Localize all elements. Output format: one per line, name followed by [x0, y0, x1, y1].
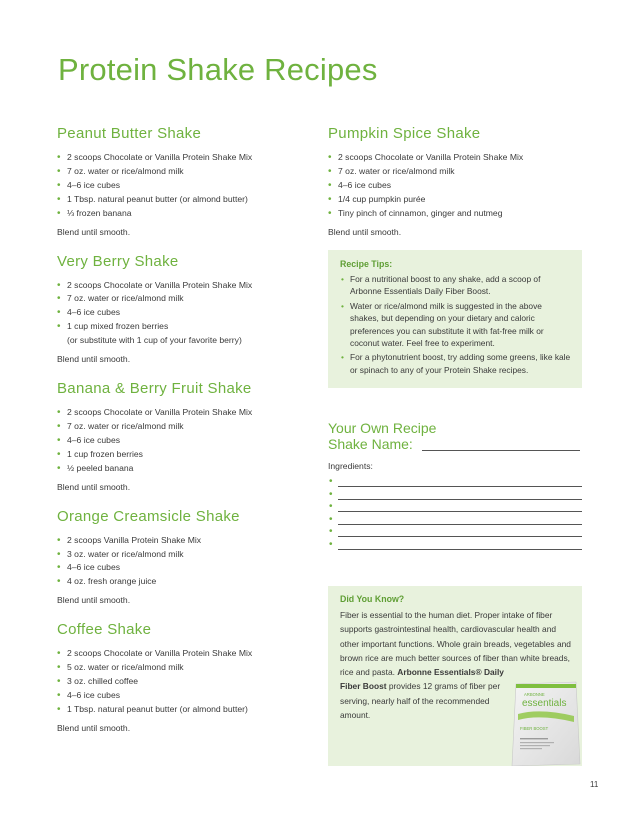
ingredient-note: (or substitute with 1 cup of your favorite berry) [67, 335, 242, 346]
did-you-know-title: Did You Know? [340, 594, 405, 604]
recipe-peanut-butter [57, 125, 312, 239]
list-item: • 2 scoops Chocolate or Vanilla Protein Shake Mix [57, 279, 312, 293]
list-item: • 4–6 ice cubes [328, 179, 583, 193]
bullet-icon: • [329, 476, 333, 487]
list-item: • 2 scoops Vanilla Protein Shake Mix [57, 534, 312, 548]
tips-list [328, 273, 582, 376]
text-fragment: rice and pasta. [340, 667, 398, 678]
text-fragment: provides 12 grams of fiber per serving, nearly half of the recommended amount. [340, 681, 501, 721]
ingredient-blank-line[interactable] [338, 499, 582, 500]
ingredient-blank-line[interactable] [338, 549, 582, 550]
list-item: • 2 scoops Chocolate or Vanilla Protein Shake Mix [328, 151, 583, 165]
fiber-boost-package-image [510, 680, 582, 766]
ingredient-list [57, 534, 312, 590]
list-item: • 1 Tbsp. natural peanut butter (or almond butter) [57, 193, 312, 207]
list-item: • 3 oz. water or rice/almond milk [57, 548, 312, 562]
page-title: Protein Shake Recipes [58, 52, 378, 87]
ingredients-label: Ingredients: [328, 461, 373, 471]
recipe-title: Pumpkin Spice Shake [328, 125, 481, 142]
product-name: Arbonne Essentials® Daily Fiber Boost [340, 667, 504, 692]
recipe-coffee [57, 621, 312, 735]
list-item: • 4–6 ice cubes [57, 434, 312, 448]
list-item: • 4–6 ice cubes [57, 179, 312, 193]
list-item: • 4 oz. fresh orange juice [57, 575, 312, 589]
left-column [57, 125, 312, 749]
package-brand-main: essentials [522, 698, 567, 709]
recipe-instructions: Blend until smooth. [57, 722, 131, 733]
ingredient-list [57, 647, 312, 717]
tips-title: Recipe Tips: [340, 259, 393, 269]
list-item: • 2 scoops Chocolate or Vanilla Protein Shake Mix [57, 406, 312, 420]
list-item: • 2 scoops Chocolate or Vanilla Protein Shake Mix [57, 647, 312, 661]
ingredient-text: 1 cup mixed frozen berries [67, 321, 169, 332]
ingredient-blank-line[interactable] [338, 524, 582, 525]
ingredient-blank-line[interactable] [338, 486, 582, 487]
did-you-know-paragraph: Fiber is essential to the human diet. Proper intake of fiber supports gastrointestinal health, cardiovascular health and other important functions. Whole grain breads, vegetables and brown rice are much better sources of fiber than white breads, [340, 610, 571, 663]
list-item: • 2 scoops Chocolate or Vanilla Protein Shake Mix [57, 151, 312, 165]
list-item: • 1 Tbsp. natural peanut butter (or almond butter) [57, 703, 312, 717]
recipe-title: Banana & Berry Fruit Shake [57, 380, 252, 398]
bullet-icon: • [329, 488, 333, 500]
ingredient-blank-row[interactable] [328, 489, 582, 502]
list-item: • For a phytonutrient boost, try adding some greens, like kale or spinach to any of your Protein Shake recipes. [341, 351, 572, 376]
ingredient-blank-row[interactable] [328, 514, 582, 527]
ingredient-blank-row[interactable] [328, 476, 582, 489]
bullet-icon: • [329, 526, 333, 537]
list-item: • For a nutritional boost to any shake, add a scoop of Arbonne Essentials Daily Fiber Boost. [341, 273, 572, 298]
package-brand-top: ARBONNE [524, 692, 545, 697]
did-you-know-paragraph-2 [340, 665, 508, 722]
list-item: • 4–6 ice cubes [57, 561, 312, 575]
list-item: • 7 oz. water or rice/almond milk [328, 165, 583, 179]
recipe-instructions: Blend until smooth. [57, 595, 131, 606]
recipe-banana-berry [57, 380, 312, 494]
ingredient-blank-row[interactable] [328, 501, 582, 514]
page-number: 11 [590, 780, 599, 789]
recipe-instructions: Blend until smooth. [57, 226, 131, 237]
package-product-name: FIBER BOOST [520, 726, 549, 731]
ingredient-blank-row[interactable] [328, 539, 582, 552]
recipe-pumpkin-spice [328, 125, 583, 239]
list-item: • 4–6 ice cubes [57, 689, 312, 703]
list-item: • ⅓ frozen banana [57, 207, 312, 221]
list-item: • ½ peeled banana [57, 462, 312, 476]
recipe-instructions: Blend until smooth. [57, 481, 131, 492]
recipe-instructions: Blend until smooth. [328, 226, 402, 237]
ingredient-list [57, 151, 312, 221]
ingredient-blank-list [328, 476, 582, 551]
recipe-title: Orange Creamsicle Shake [57, 507, 240, 525]
recipe-instructions: Blend until smooth. [57, 354, 131, 365]
ingredient-list [57, 279, 312, 349]
list-item: • 5 oz. water or rice/almond milk [57, 661, 312, 675]
shake-name-field[interactable] [422, 450, 580, 451]
recipe-orange-creamsicle [57, 508, 312, 608]
list-item: • Water or rice/almond milk is suggested in the above shakes, but depending on your dietary and caloric preferences you can substitute it with fat-free milk or coconut water. Feel free to experiment. [341, 300, 572, 350]
ingredient-blank-line[interactable] [338, 536, 582, 537]
ingredient-list [328, 151, 583, 221]
recipe-very-berry [57, 253, 312, 367]
list-item: • Tiny pinch of cinnamon, ginger and nutmeg [328, 207, 583, 221]
recipe-tips-box [328, 250, 582, 388]
ingredient-list [57, 406, 312, 476]
recipe-title: Very Berry Shake [57, 252, 179, 270]
list-item: • 3 oz. chilled coffee [57, 675, 312, 689]
recipe-title: Peanut Butter Shake [57, 125, 202, 142]
list-item: • 7 oz. water or rice/almond milk [57, 420, 312, 434]
list-item [57, 320, 312, 348]
list-item: • 1 cup frozen berries [57, 448, 312, 462]
bullet-icon: • [329, 538, 333, 550]
list-item: • 7 oz. water or rice/almond milk [57, 165, 312, 179]
bullet-icon: • [329, 513, 333, 525]
shake-name-label: Shake Name: [328, 436, 413, 452]
bullet-icon: • [329, 501, 333, 512]
recipe-title: Coffee Shake [57, 621, 152, 639]
list-item: • 4–6 ice cubes [57, 306, 312, 320]
ingredient-blank-row[interactable] [328, 526, 582, 539]
ingredient-blank-line[interactable] [338, 511, 582, 512]
list-item: • 7 oz. water or rice/almond milk [57, 292, 312, 306]
right-column [328, 125, 583, 253]
own-recipe-title-line1: Your Own Recipe [328, 420, 437, 436]
own-recipe-title [328, 420, 436, 452]
list-item: • 1/4 cup pumpkin purée [328, 193, 583, 207]
